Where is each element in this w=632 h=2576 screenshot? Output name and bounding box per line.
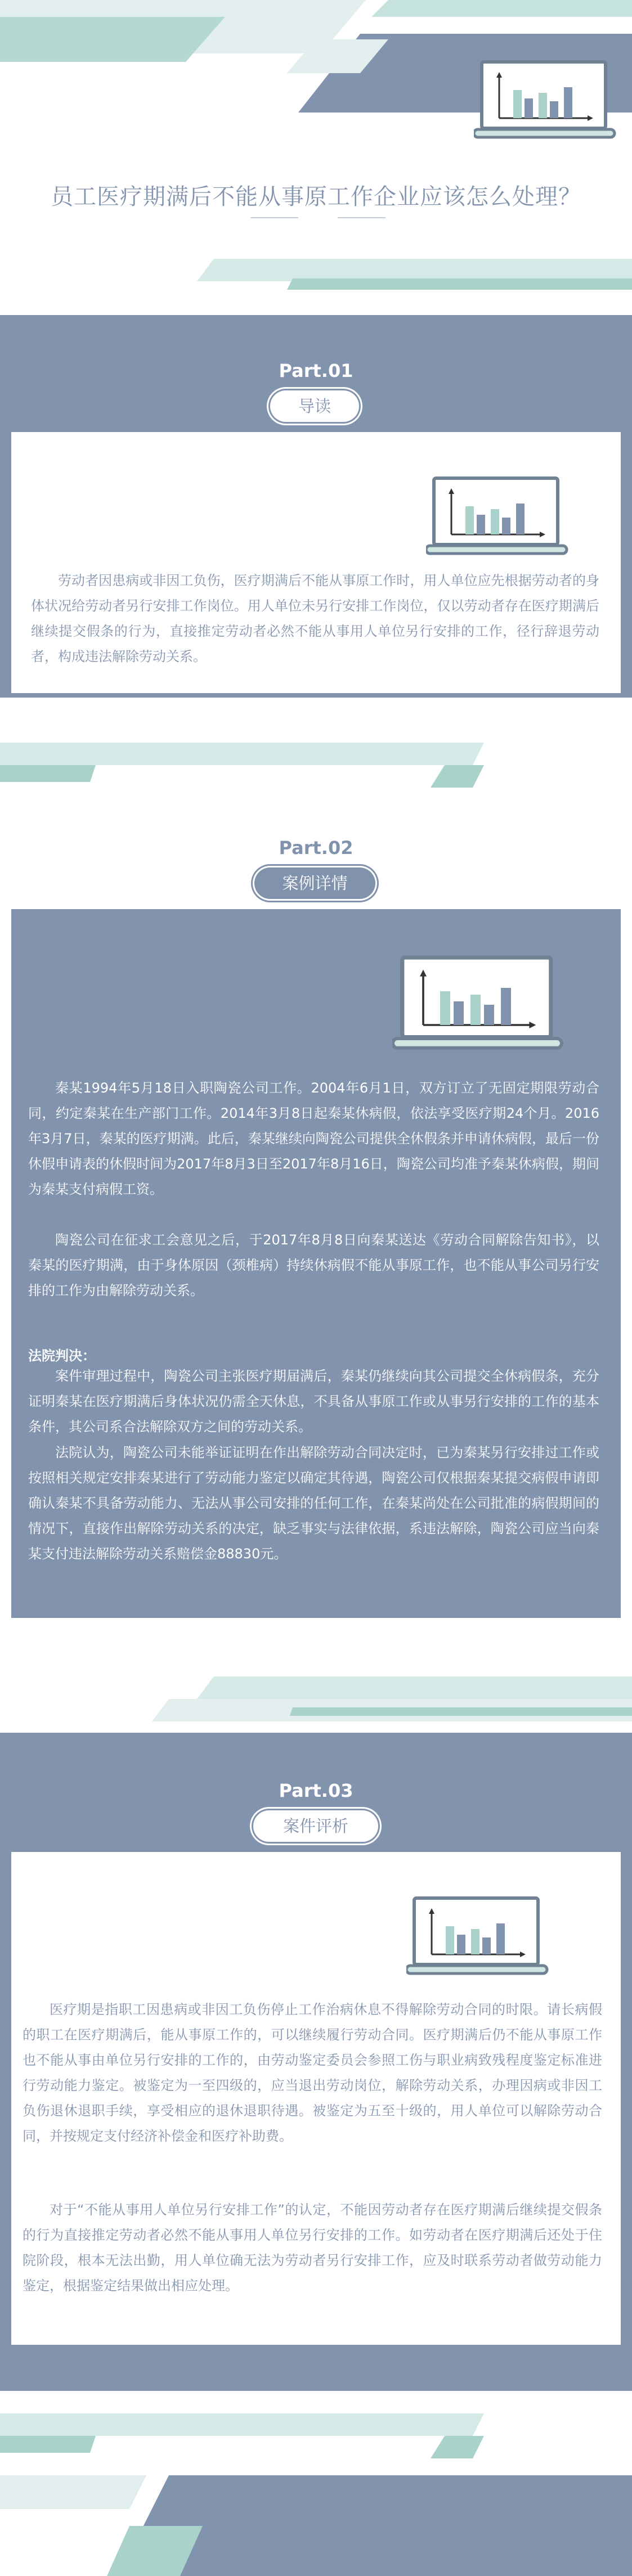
page-title: 员工医疗期满后不能从事原工作企业应该怎么处理？ (51, 184, 581, 210)
laptop-chart-icon (392, 951, 572, 1052)
section-2-pill: 案例详情 (254, 867, 375, 899)
section-3-pill: 案件评析 (253, 1810, 378, 1842)
section-3-paragraph-1: 医疗期是指职工因患病或非因工负伤停止工作治病休息不得解除劳动合同的时限。请长病假的职工在医疗期满后，能从事原工作的，可以继续履行劳动合同。医疗期满后仍不能从事原工作也不能从事由单位另行安排的工作的，由劳动鉴定委员会参照工伤与职业病致残程度鉴定标准进行劳动能力鉴定。被鉴定为一至四级的，应当退出劳动岗位，解除劳动关系，办理因病或非因工负伤退休退职手续，享受相应的退休退职待遇。被鉴定为五至十级的，用人单位可以解除劳动合同，并按规定支付经济补偿金和医疗补助费。 (23, 2002, 602, 2144)
title-underline-left (250, 217, 298, 218)
section-3-paragraph-2: 对于“不能从事用人单位另行安排工作”的认定，不能因劳动者存在医疗期满后继续提交假条的行为直接推定劳动者必然不能从事用人单位另行安排的工作。如劳动者在医疗期满后还处于住院阶段，根本无法出勤，用人单位确无法为劳动者另行安排工作，应及时联系劳动者做劳动能力鉴定，根据鉴定结果做出相应处理。 (23, 2202, 602, 2294)
laptop-chart-icon (406, 1892, 555, 1977)
laptop-chart-icon (426, 473, 575, 557)
footer-decoration (0, 2413, 632, 2576)
section-2-paragraph-1: 秦某1994年5月18日入职陶瓷公司工作。2004年6月1日，双方订立了无固定期限劳动合同，约定秦某在生产部门工作。2014年3月8日起秦某休病假，依法享受医疗期24个月。2016年3月7日，秦某的医疗期满。此后，秦某继续向陶瓷公司提供全休假条并申请休病假，最后一份休假申请表的休假时间为2017年8月3日至2017年8月16日，陶瓷公司均准予秦某休病假，期间为秦某支付病假工资。 (28, 1080, 599, 1197)
title-underline-right (338, 217, 386, 218)
section-2-part-label: Part.02 (279, 837, 353, 858)
section-2-court-paragraph-1: 案件审理过程中，陶瓷公司主张医疗期届满后，秦某仍继续向其公司提交全休病假条，充分证明秦某在医疗期满后身体状况仍需全天休息，不具备从事原工作或从事另行安排的工作的基本条件，其公司系合法解除双方之间的劳动关系。 (28, 1368, 599, 1435)
laptop-chart-icon (474, 56, 623, 141)
court-ruling-heading: 法院判决： (28, 1348, 96, 1364)
section-1-part-label: Part.01 (279, 360, 353, 381)
section-3-part-label: Part.03 (279, 1780, 353, 1801)
section-1-pill: 导读 (270, 390, 359, 422)
header-stripes (0, 236, 632, 315)
section-1-stripes (0, 743, 632, 804)
section-2-court-paragraph-2: 法院认为，陶瓷公司未能举证证明在作出解除劳动合同决定时，已为秦某另行安排过工作或按照相关规定安排秦某进行了劳动能力鉴定以确定其待遇，陶瓷公司仅根据秦某提交病假申请即确认秦某不具备劳动能力、无法从事公司安排的任何工作，在秦某尚处在公司批准的病假期间的情况下，直接作出解除劳动关系的决定，缺乏事实与法律依据，系违法解除，陶瓷公司应当向秦某支付违法解除劳动关系赔偿金88830元。 (28, 1445, 599, 1562)
section-1-paragraph: 劳动者因患病或非因工负伤，医疗期满后不能从事原工作时，用人单位应先根据劳动者的身体状况给劳动者另行安排工作岗位。用人单位未另行安排工作岗位，仅以劳动者存在医疗期满后继续提交假条的行为，直接推定劳动者必然不能从事用人单位另行安排的工作，径行辞退劳动者，构成违法解除劳动关系。 (31, 573, 599, 664)
section-2-paragraph-2: 陶瓷公司在征求工会意见之后，于2017年8月8日向秦某送达《劳动合同解除告知书》，以秦某的医疗期满，由于身体原因（颈椎病）持续休病假不能从事原工作，也不能从事公司另行安排的工作为由解除劳动关系。 (28, 1232, 599, 1298)
